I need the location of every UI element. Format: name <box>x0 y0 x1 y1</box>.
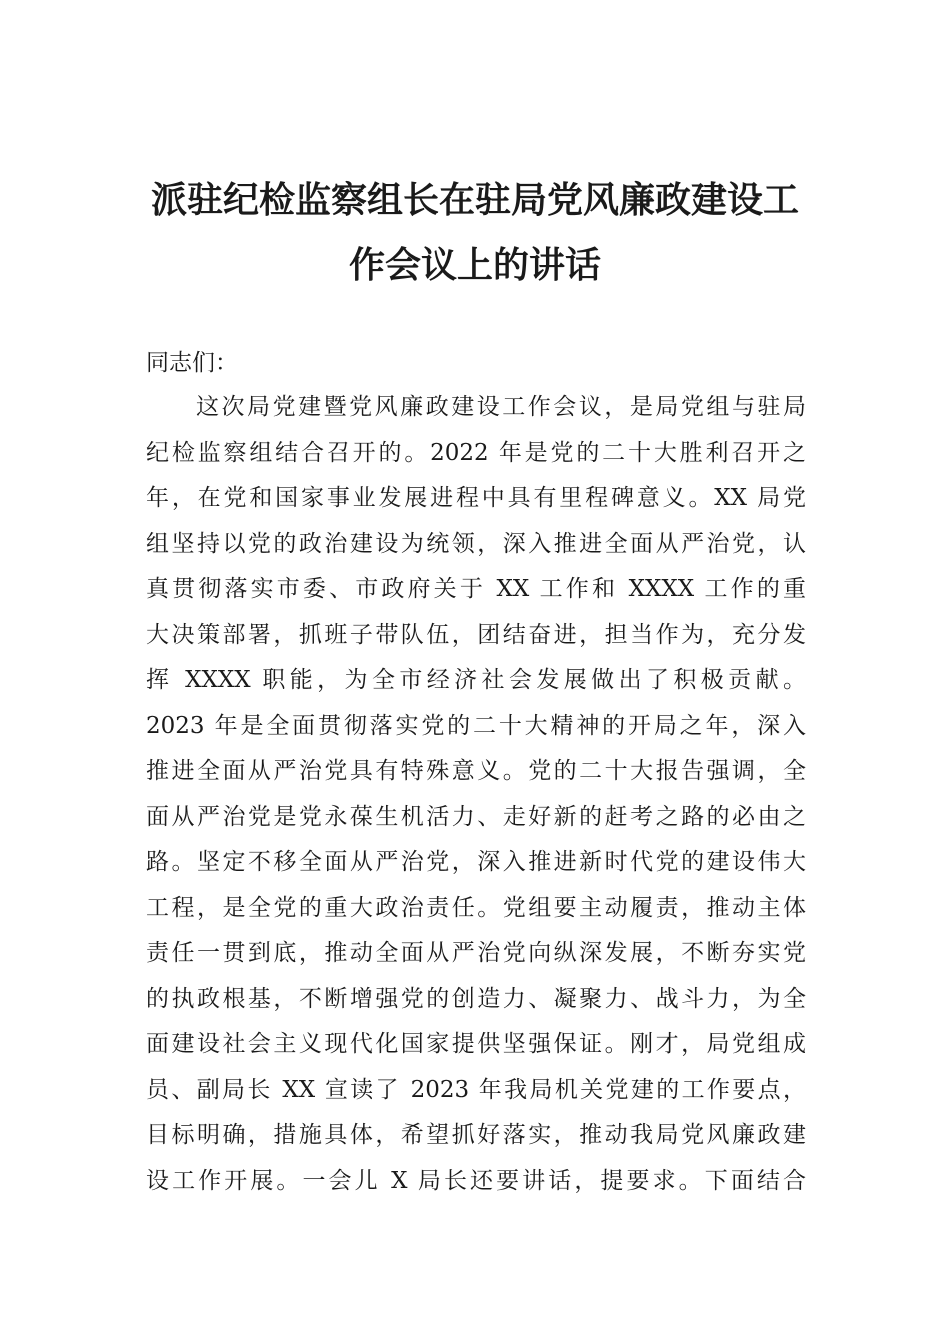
body-line: 2023 年是全面贯彻落实党的二十大精神的开局之年，深入 <box>146 712 806 739</box>
body-line: 设工作开展。一会儿 X 局长还要讲话，提要求。下面结合 <box>146 1167 806 1194</box>
body-line: 推进全面从严治党具有特殊意义。党的二十大报告强调，全 <box>146 758 806 784</box>
body-line: 面从严治党是党永葆生机活力、走好新的赶考之路的必由之 <box>146 803 806 830</box>
body-line: 真贯彻落实市委、市政府关于 XX 工作和 XXXX 工作的重 <box>146 576 806 602</box>
body-line: 路。坚定不移全面从严治党，深入推进新时代党的建设伟大 <box>146 849 806 875</box>
title-line-1: 派驻纪检监察组长在驻局党风廉政建设工 <box>150 179 799 221</box>
document-title <box>140 168 810 298</box>
body-paragraph <box>146 385 806 1204</box>
body-line: 的执政根基，不断增强党的创造力、凝聚力、战斗力，为全 <box>146 985 806 1012</box>
body-line: 年，在党和国家事业发展进程中具有里程碑意义。XX 局党 <box>146 485 806 511</box>
body-line: 组坚持以党的政治建设为统领，深入推进全面从严治党，认 <box>146 530 806 557</box>
body-line: 责任一贯到底，推动全面从严治党向纵深发展，不断夯实党 <box>146 940 806 966</box>
body-line: 挥 XXXX 职能，为全市经济社会发展做出了积极贡献。 <box>146 667 806 693</box>
body-line: 员、副局长 XX 宣读了 2023 年我局机关党建的工作要点， <box>146 1076 806 1103</box>
title-line-2: 作会议上的讲话 <box>348 244 601 286</box>
salutation: 同志们： <box>146 350 238 376</box>
body-line: 这次局党建暨党风廉政建设工作会议，是局党组与驻局 <box>196 394 806 420</box>
body-line: 工程，是全党的重大政治责任。党组要主动履责，推动主体 <box>146 894 806 921</box>
body-line: 目标明确，措施具体，希望抓好落实，推动我局党风廉政建 <box>146 1122 806 1148</box>
body-line: 大决策部署，抓班子带队伍，团结奋进，担当作为，充分发 <box>146 621 806 648</box>
body-line: 纪检监察组结合召开的。2022 年是党的二十大胜利召开之 <box>146 439 806 466</box>
body-line: 面建设社会主义现代化国家提供坚强保证。刚才，局党组成 <box>146 1031 806 1057</box>
